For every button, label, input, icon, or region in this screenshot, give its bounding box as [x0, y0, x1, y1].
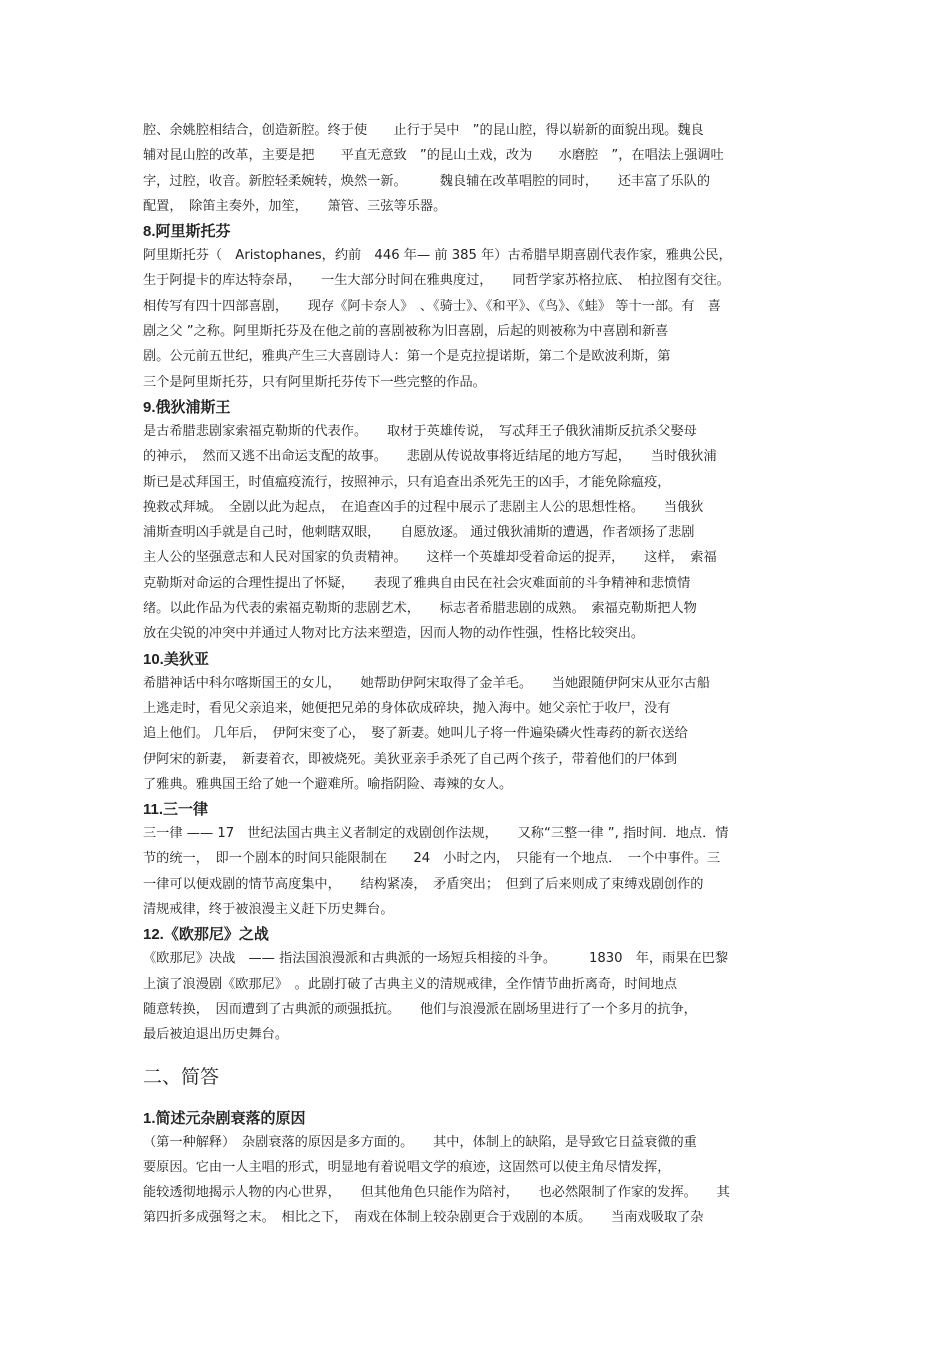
- document-page: [143, 118, 813, 1231]
- text-line: 阿里斯托芬（ Aristophanes，约前 446 年— 前 385 年）古希腊早期喜剧代表作家，雅典公民，: [143, 248, 732, 264]
- text-line: 是古希腊悲剧家索福克勒斯的代表作。 取材于英雄传说， 写忒拜王子俄狄浦斯反抗杀父娶母: [143, 423, 697, 439]
- section-title: 俄狄浦斯王: [155, 397, 231, 416]
- term-section-aristophanes: [143, 219, 813, 395]
- text-line: 辅对昆山腔的改革，主要是把 平直无意致 ”的昆山土戏，改为 水磨腔 ”，在唱法上强调吐: [143, 148, 724, 164]
- text-line: 放在尖锐的冲突中并通过人物对比方法来塑造，因而人物的动作性强，性格比较突出。: [143, 626, 645, 642]
- text-line: 三个是阿里斯托芬，只有阿里斯托芬传下一些完整的作品。: [143, 374, 486, 390]
- text-line: 第四折多成强弩之末。 相比之下， 南戏在体制上较杂剧更合于戏剧的本质。 当南戏吸取了杂: [143, 1210, 704, 1226]
- text-line: 追上他们。 几年后， 伊阿宋变了心， 娶了新妻。她叫儿子将一件遍染磷火性毒药的新衣送给: [143, 726, 688, 742]
- text-line: 《欧那尼》决战 —— 指法国浪漫派和古典派的一场短兵相接的斗争。 1830 年，雨果在巴黎: [143, 951, 729, 967]
- text-line: 了雅典。雅典国王给了她一个避难所。喻指阴险、毒辣的女人。: [143, 776, 513, 792]
- question-title: 简述元杂剧衰落的原因: [155, 1108, 306, 1127]
- section-title: 阿里斯托芬: [155, 222, 231, 241]
- section-title: 《欧那尼》之战: [163, 925, 269, 944]
- text-line: 生于阿提卡的库达特奈昂， 一生大部分时间在雅典度过， 同哲学家苏格拉底、 柏拉图有交往。: [143, 273, 730, 289]
- section-heading: [143, 647, 813, 671]
- section-heading: [143, 219, 813, 243]
- text-line: 伊阿宋的新妻， 新妻着衣，即被烧死。美狄亚亲手杀死了自己两个孩子，带着他们的尸体到: [143, 751, 678, 767]
- text-line: 字，过腔，收音。新腔轻柔婉转，焕然一新。 魏良辅在改革唱腔的同时， 还丰富了乐队的: [143, 173, 711, 189]
- text-line: 浦斯查明凶手就是自己时，他刺瞎双眼， 自愿放逐。 通过俄狄浦斯的遭遇，作者颂扬了悲剧: [143, 525, 695, 541]
- text-line: 相传写有四十四部喜剧， 现存《阿卡奈人》 、《骑士》、《和平》、《鸟》、《蛙》 等十一部。有 喜: [143, 298, 721, 314]
- text-line: 希腊神话中科尔喀斯国王的女儿， 她帮助伊阿宋取得了金羊毛。 当她跟随伊阿宋从亚尔古船: [143, 675, 711, 691]
- section-title: 三一律: [163, 800, 209, 819]
- section-number: 12.: [143, 926, 164, 944]
- text-line: 斯已是忒拜国王，时值瘟疫流行，按照神示，只有追查出杀死先王的凶手，才能免除瘟疫，: [143, 474, 671, 490]
- term-section-hernani: [143, 922, 813, 1047]
- text-line: 随意转换， 因而遭到了古典派的顽强抵抗。 他们与浪漫派在剧场里进行了一个多月的抗争，: [143, 1001, 697, 1017]
- part-title: 二、简答: [143, 1065, 220, 1088]
- text-line: 最后被迫退出历史舞台。: [143, 1027, 289, 1043]
- term-section-three-unities: [143, 797, 813, 922]
- question-heading: [143, 1106, 813, 1130]
- question-number: 1.: [143, 1109, 156, 1127]
- section-number: 9.: [143, 398, 156, 416]
- text-line: 节的统一， 即一个剧本的时间只能限制在 24 小时之内， 只能有一个地点． 一个中事件。三: [143, 851, 721, 867]
- text-line: 配置， 除笛主奏外，加笙， 箫管、三弦等乐器。: [143, 198, 447, 214]
- text-line: （第一种解释） 杂剧衰落的原因是多方面的。 其中，体制上的缺陷，是导致它日益衰微的重: [143, 1134, 697, 1150]
- section-heading: [143, 922, 813, 946]
- text-line: 挽救忒拜城。 全剧以此为起点， 在追查凶手的过程中展示了悲剧主人公的思想性格。 当俄狄: [143, 499, 704, 515]
- section-number: 10.: [143, 650, 164, 668]
- text-line: 三一律 —— 17 世纪法国古典主义者制定的戏剧创作法规， 又称“三整一律 ”, 指时间．地点．情: [143, 826, 729, 842]
- section-heading: [143, 395, 813, 419]
- section-heading: [143, 797, 813, 821]
- text-line: 一律可以便戏剧的情节高度集中， 结构紧凑， 矛盾突出； 但到了后来则成了束缚戏剧创作的: [143, 876, 704, 892]
- intro-paragraph: [143, 118, 813, 219]
- text-line: 剧之父 ”之称。阿里斯托芬及在他之前的喜剧被称为旧喜剧，后起的则被称为中喜剧和新喜: [143, 324, 669, 340]
- term-section-medea: [143, 647, 813, 797]
- text-line: 清规戒律，终于被浪漫主义赶下历史舞台。: [143, 902, 394, 918]
- text-line: 上逃走时，看见父亲追来，她便把兄弟的身体砍成碎块，抛入海中。她父亲忙于收尸，没有: [143, 700, 671, 716]
- section-number: 11.: [143, 801, 164, 819]
- term-section-oedipus: [143, 395, 813, 647]
- text-line: 克勒斯对命运的合理性提出了怀疑， 表现了雅典自由民在社会灾难面前的斗争精神和悲愤情: [143, 575, 691, 591]
- section-title: 美狄亚: [163, 649, 209, 668]
- text-line: 的神示， 然而又逃不出命运支配的故事。 悲剧从传说故事将近结尾的地方写起， 当时俄狄浦: [143, 449, 717, 465]
- question-section: [143, 1106, 813, 1231]
- text-line: 要原因。它由一人主唱的形式，明显地有着说唱文学的痕迹，这固然可以使主角尽情发挥，: [143, 1159, 671, 1175]
- text-line: 剧。公元前五世纪，雅典产生三大喜剧诗人：第一个是克拉提诺斯，第二个是欧波利斯，第: [143, 349, 671, 365]
- text-line: 绪。以此作品为代表的索福克勒斯的悲剧艺术， 标志者希腊悲剧的成熟。 索福克勒斯把人物: [143, 601, 697, 617]
- section-number: 8.: [143, 223, 156, 241]
- text-line: 腔、余姚腔相结合，创造新腔。终于使 止行于吴中 ”的昆山腔，得以崭新的面貌出现。魏良: [143, 123, 704, 138]
- text-line: 上演了浪漫剧《欧那尼》 。此剧打破了古典主义的清规戒律，全作情节曲折离奇，时间地点: [143, 976, 678, 992]
- text-line: 主人公的坚强意志和人民对国家的负责精神。 这样一个英雄却受着命运的捉弄， 这样， 索福: [143, 550, 717, 566]
- text-line: 能较透彻地揭示人物的内心世界， 但其他角色只能作为陪衬， 也必然限制了作家的发挥。 其: [143, 1185, 730, 1201]
